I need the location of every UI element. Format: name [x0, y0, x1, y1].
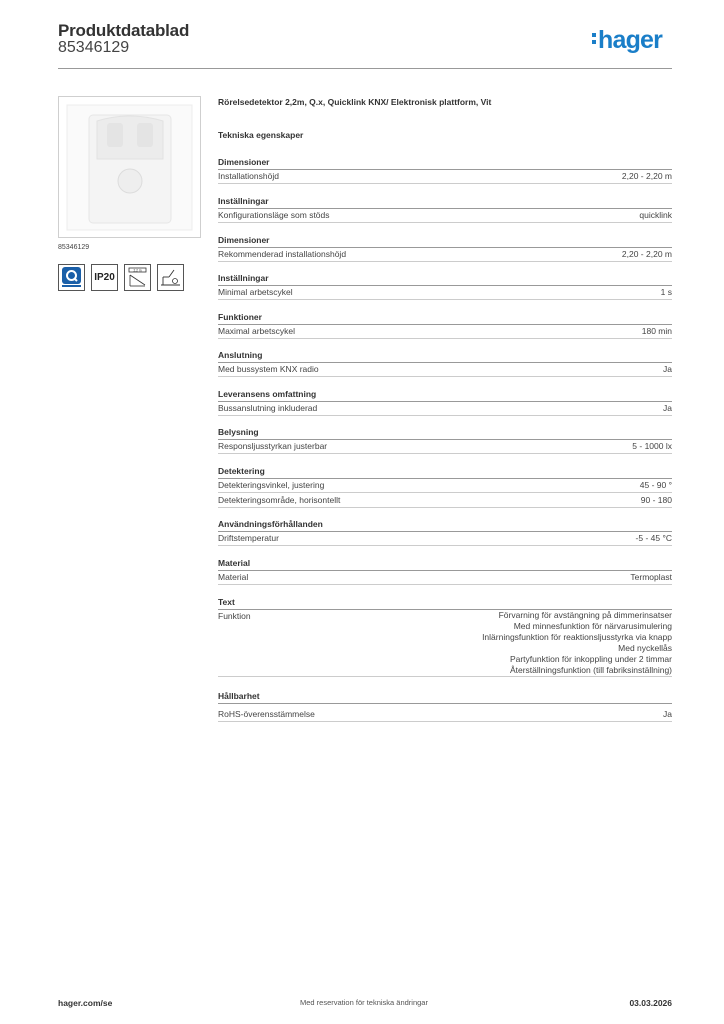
spec-label: Maximal arbetscykel	[218, 326, 295, 336]
section-title: Leveransens omfattning	[218, 388, 672, 402]
spec-value-line: Återställningsfunktion (till fabriksinställning)	[509, 665, 672, 675]
spec-value-line: Med minnesfunktion för närvarusimulering	[513, 621, 672, 631]
tech-properties-heading: Tekniska egenskaper	[218, 130, 304, 140]
section-title: Funktioner	[218, 311, 672, 325]
mounting-badge	[157, 264, 184, 291]
section-title: Inställningar	[218, 195, 672, 209]
quicklink-icon	[59, 265, 84, 290]
spec-value: Termoplast	[630, 572, 672, 582]
spec-label: Responsljusstyrkan justerbar	[218, 441, 328, 451]
product-number: 85346129	[58, 39, 130, 56]
spec-value-line: Inlärningsfunktion för reaktionsljusstyrka via knapp	[482, 632, 672, 642]
section-title: Anslutning	[218, 349, 672, 363]
range-label: 2,2 m	[133, 268, 142, 273]
quicklink-badge	[58, 264, 85, 291]
spec-row	[218, 209, 672, 223]
spec-row	[218, 479, 672, 493]
image-caption: 85346129	[58, 244, 90, 251]
spec-row	[218, 440, 672, 454]
spec-row	[218, 363, 672, 377]
spec-label: Rekommenderad installationshöjd	[218, 249, 347, 259]
spec-row	[218, 494, 672, 508]
spec-value: 180 min	[641, 326, 672, 336]
spec-values	[482, 610, 672, 676]
spec-label: Med bussystem KNX radio	[218, 364, 319, 374]
page-title: Produktdatablad	[58, 21, 190, 40]
spec-value: -5 - 45 °C	[635, 533, 672, 543]
spec-value: 90 - 180	[640, 495, 672, 505]
section-title: Dimensioner	[218, 156, 672, 170]
section-title: Material	[218, 557, 672, 571]
hager-logo	[592, 26, 662, 56]
detection-range-badge	[124, 264, 151, 291]
mounting-icon	[158, 265, 183, 290]
footer-date: 03.03.2026	[629, 998, 672, 1008]
section-title: Användningsförhållanden	[218, 518, 672, 532]
header-divider	[58, 68, 672, 69]
spec-value: 5 - 1000 lx	[632, 441, 672, 451]
spec-value: 2,20 - 2,20 m	[621, 249, 672, 259]
spec-label: Minimal arbetscykel	[218, 287, 293, 297]
spec-label: Material	[218, 572, 249, 582]
spec-label: Funktion	[218, 611, 251, 621]
spec-label: Bussanslutning inkluderad	[218, 403, 318, 413]
section-title: Text	[218, 596, 672, 610]
section-title: Hållbarhet	[218, 690, 672, 704]
range-icon	[125, 265, 150, 290]
spec-value: 1 s	[660, 287, 672, 297]
motion-detector-illustration	[59, 97, 200, 237]
section-title: Detektering	[218, 465, 672, 479]
logo-text: hager	[598, 26, 663, 54]
spec-value-line: Med nyckellås	[618, 643, 672, 653]
spec-label: Installationshöjd	[218, 171, 279, 181]
ip-rating: IP20	[94, 272, 115, 283]
spec-value-line: Förvarning för avstängning på dimmerinsatser	[498, 610, 672, 620]
logo-dots-icon	[592, 33, 596, 44]
spec-label: Konfigurationsläge som stöds	[218, 210, 330, 220]
spec-row	[218, 708, 672, 722]
spec-label: RoHS-överensstämmelse	[218, 709, 315, 719]
spec-row	[218, 286, 672, 300]
section-title: Inställningar	[218, 272, 672, 286]
section-title: Belysning	[218, 426, 672, 440]
spec-value: quicklink	[639, 210, 672, 220]
spec-row	[218, 325, 672, 339]
certification-badges	[58, 264, 184, 291]
footer-website: hager.com/se	[58, 998, 113, 1008]
product-image	[58, 96, 201, 238]
spec-row	[218, 248, 672, 262]
spec-label: Detekteringsområde, horisontellt	[218, 495, 341, 505]
spec-value-line: Partyfunktion för inkoppling under 2 timmar	[509, 654, 672, 664]
spec-value: 2,20 - 2,20 m	[621, 171, 672, 181]
product-title: Rörelsedetektor 2,2m, Q.x, Quicklink KNX/ Elektronisk plattform, Vit	[218, 97, 492, 107]
spec-row	[218, 532, 672, 546]
section-title: Dimensioner	[218, 234, 672, 248]
spec-value: Ja	[663, 403, 672, 413]
spec-row-multiline	[218, 610, 672, 677]
spec-value: Ja	[663, 364, 672, 374]
spec-row	[218, 571, 672, 585]
ip20-badge	[91, 264, 118, 291]
spec-value: 45 - 90 °	[639, 480, 672, 490]
spec-label: Detekteringsvinkel, justering	[218, 480, 325, 490]
spec-row	[218, 170, 672, 184]
spec-value: Ja	[663, 709, 672, 719]
spec-label: Driftstemperatur	[218, 533, 279, 543]
spec-row	[218, 402, 672, 416]
footer-disclaimer: Med reservation för tekniska ändringar	[300, 998, 428, 1007]
